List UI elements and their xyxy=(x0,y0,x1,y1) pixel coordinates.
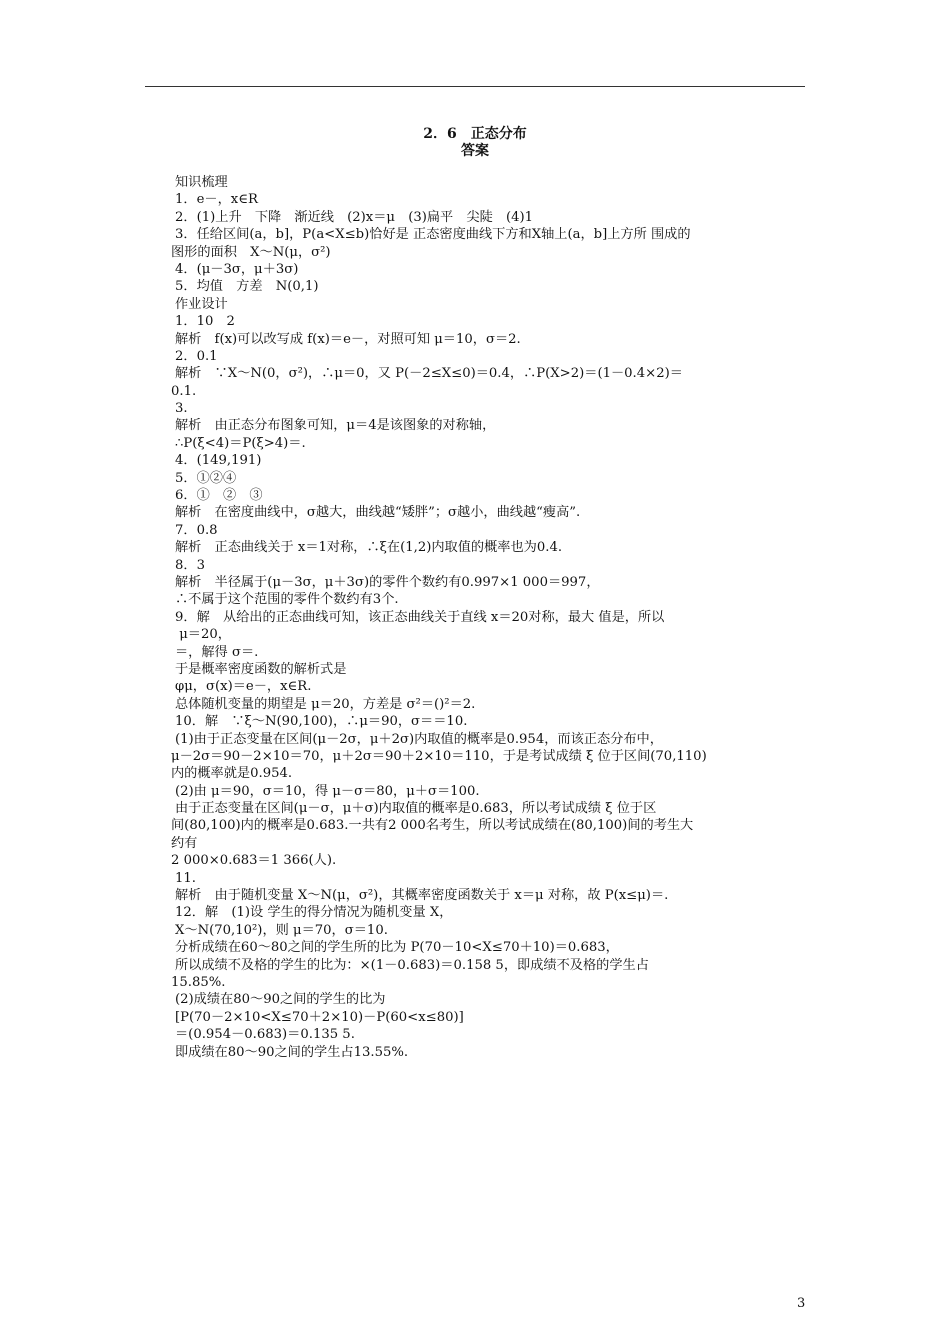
text-line: X～N(70,10²)，则 μ＝70，σ＝10. xyxy=(175,922,388,938)
text-line: 内的概率就是0.954. xyxy=(171,766,293,782)
text-line: 解析 在密度曲线中，σ越大，曲线越“矮胖”；σ越小，曲线越“瘦高”. xyxy=(175,505,581,521)
text-line: 5．均值 方差 N(0,1) xyxy=(175,279,319,295)
text-line: (2)成绩在80～90之间的学生的比为 xyxy=(175,992,386,1008)
text-line: 由于正态变量在区间(μ－σ，μ＋σ)内取值的概率是0.683，所以考试成绩 ξ 位于区 xyxy=(175,801,657,817)
text-line: 2．0.1 xyxy=(175,348,218,364)
page-number: 3 xyxy=(797,1296,806,1311)
text-line: 2．(1)上升 下降 渐近线 (2)x＝μ (3)扁平 尖陡 (4)1 xyxy=(175,209,534,225)
text-line: ∴P(ξ<4)＝P(ξ>4)＝. xyxy=(175,435,306,451)
text-line: 间(80,100)内的概率是0.683.一共有2 000名考生，所以考试成绩在(80,100)间的考生大 xyxy=(171,818,694,834)
text-line: φμ，σ(x)＝e－，x∈R. xyxy=(175,679,312,695)
text-line: 分析成绩在60～80之间的学生所的比为 P(70－10<X≤70＋10)＝0.683， xyxy=(175,940,619,956)
text-line: μ－2σ＝90－2×10＝70，μ＋2σ＝90＋2×10＝110，于是考试成绩 ξ 位于区间(70,110) xyxy=(171,748,707,764)
text-line: 解析 半径属于(μ－3σ，μ＋3σ)的零件个数约有0.997×1 000＝997， xyxy=(175,574,600,590)
text-line: 15.85%. xyxy=(171,974,226,990)
text-line: 知识梳理 xyxy=(175,175,228,190)
text-line: 10．解 ∵ξ～N(90,100)，∴μ＝90，σ＝＝10. xyxy=(175,714,468,730)
text-line: 解析 ∵X～N(0，σ²)，∴μ＝0，又 P(－2≤X≤0)＝0.4，∴P(X>2)＝(1－0.4×2)＝ xyxy=(175,366,683,382)
text-line: ∴不属于这个范围的零件个数约有3个. xyxy=(175,592,399,608)
text-line: ＝(0.954－0.683)＝0.135 5. xyxy=(175,1027,355,1043)
text-line: 4．(149,191) xyxy=(175,453,262,469)
text-line: 9．解 从给出的正态曲线可知，该正态曲线关于直线 x＝20对称，最大 值是，所以 xyxy=(175,609,665,625)
text-line: (1)由于正态变量在区间(μ－2σ，μ＋2σ)内取值的概率是0.954，而该正态分布中， xyxy=(175,731,663,747)
text-line: 解析 由于随机变量 X～N(μ，σ²)，其概率密度函数关于 x＝μ 对称，故 P(x≤μ)＝. xyxy=(175,888,669,904)
text-line: 于是概率密度函数的解析式是 xyxy=(175,661,347,677)
text-line: 4．(μ－3σ，μ＋3σ) xyxy=(175,261,299,277)
text-line: μ＝20， xyxy=(175,627,231,643)
header-rule xyxy=(145,86,805,87)
text-line: 1．e－，x∈R xyxy=(175,192,258,208)
text-line: ＝，解得 σ＝. xyxy=(175,644,259,660)
text-line: 2 000×0.683＝1 366(人). xyxy=(171,853,337,869)
text-line: 约有 xyxy=(171,835,198,851)
text-line: 图形的面积 X～N(μ，σ²) xyxy=(171,244,331,260)
text-line: 8．3 xyxy=(175,557,205,573)
section-title: 2．6 正态分布 xyxy=(423,126,527,142)
text-line: 解析 f(x)可以改写成 f(x)＝e－，对照可知 μ＝10，σ＝2. xyxy=(175,331,521,347)
text-line: 12．解 (1)设 学生的得分情况为随机变量 X， xyxy=(175,905,453,921)
subtitle: 答案 xyxy=(461,143,489,159)
text-line: 作业设计 xyxy=(175,296,228,312)
text-line: 5．①②④ xyxy=(175,470,237,486)
text-line: 解析 由正态分布图象可知，μ＝4是该图象的对称轴， xyxy=(175,418,496,434)
text-line: 11. xyxy=(175,870,196,886)
text-line: 3. xyxy=(175,401,188,417)
text-line: 即成绩在80～90之间的学生占13.55%. xyxy=(175,1044,409,1060)
text-line: [P(70－2×10<X≤70＋2×10)－P(60<x≤80)] xyxy=(175,1009,464,1025)
text-line: 6．① ② ③ xyxy=(175,488,263,504)
text-line: 0.1. xyxy=(171,383,197,399)
text-line: (2)由 μ＝90，σ＝10，得 μ－σ＝80，μ＋σ＝100. xyxy=(175,783,480,799)
text-line: 1．10 2 xyxy=(175,314,235,330)
text-line: 7．0.8 xyxy=(175,522,218,538)
text-line: 解析 正态曲线关于 x＝1对称，∴ξ在(1,2)内取值的概率也为0.4. xyxy=(175,540,563,556)
text-line: 所以成绩不及格的学生的比为：×(1－0.683)＝0.158 5，即成绩不及格的学生占 xyxy=(175,957,649,973)
text-line: 总体随机变量的期望是 μ＝20，方差是 σ²＝()²＝2. xyxy=(175,696,476,712)
answer-body xyxy=(171,174,815,1061)
text-line: 3．任给区间(a，b]，P(a<X≤b)恰好是 正态密度曲线下方和X轴上(a，b]上方所 围成的 xyxy=(175,227,691,243)
